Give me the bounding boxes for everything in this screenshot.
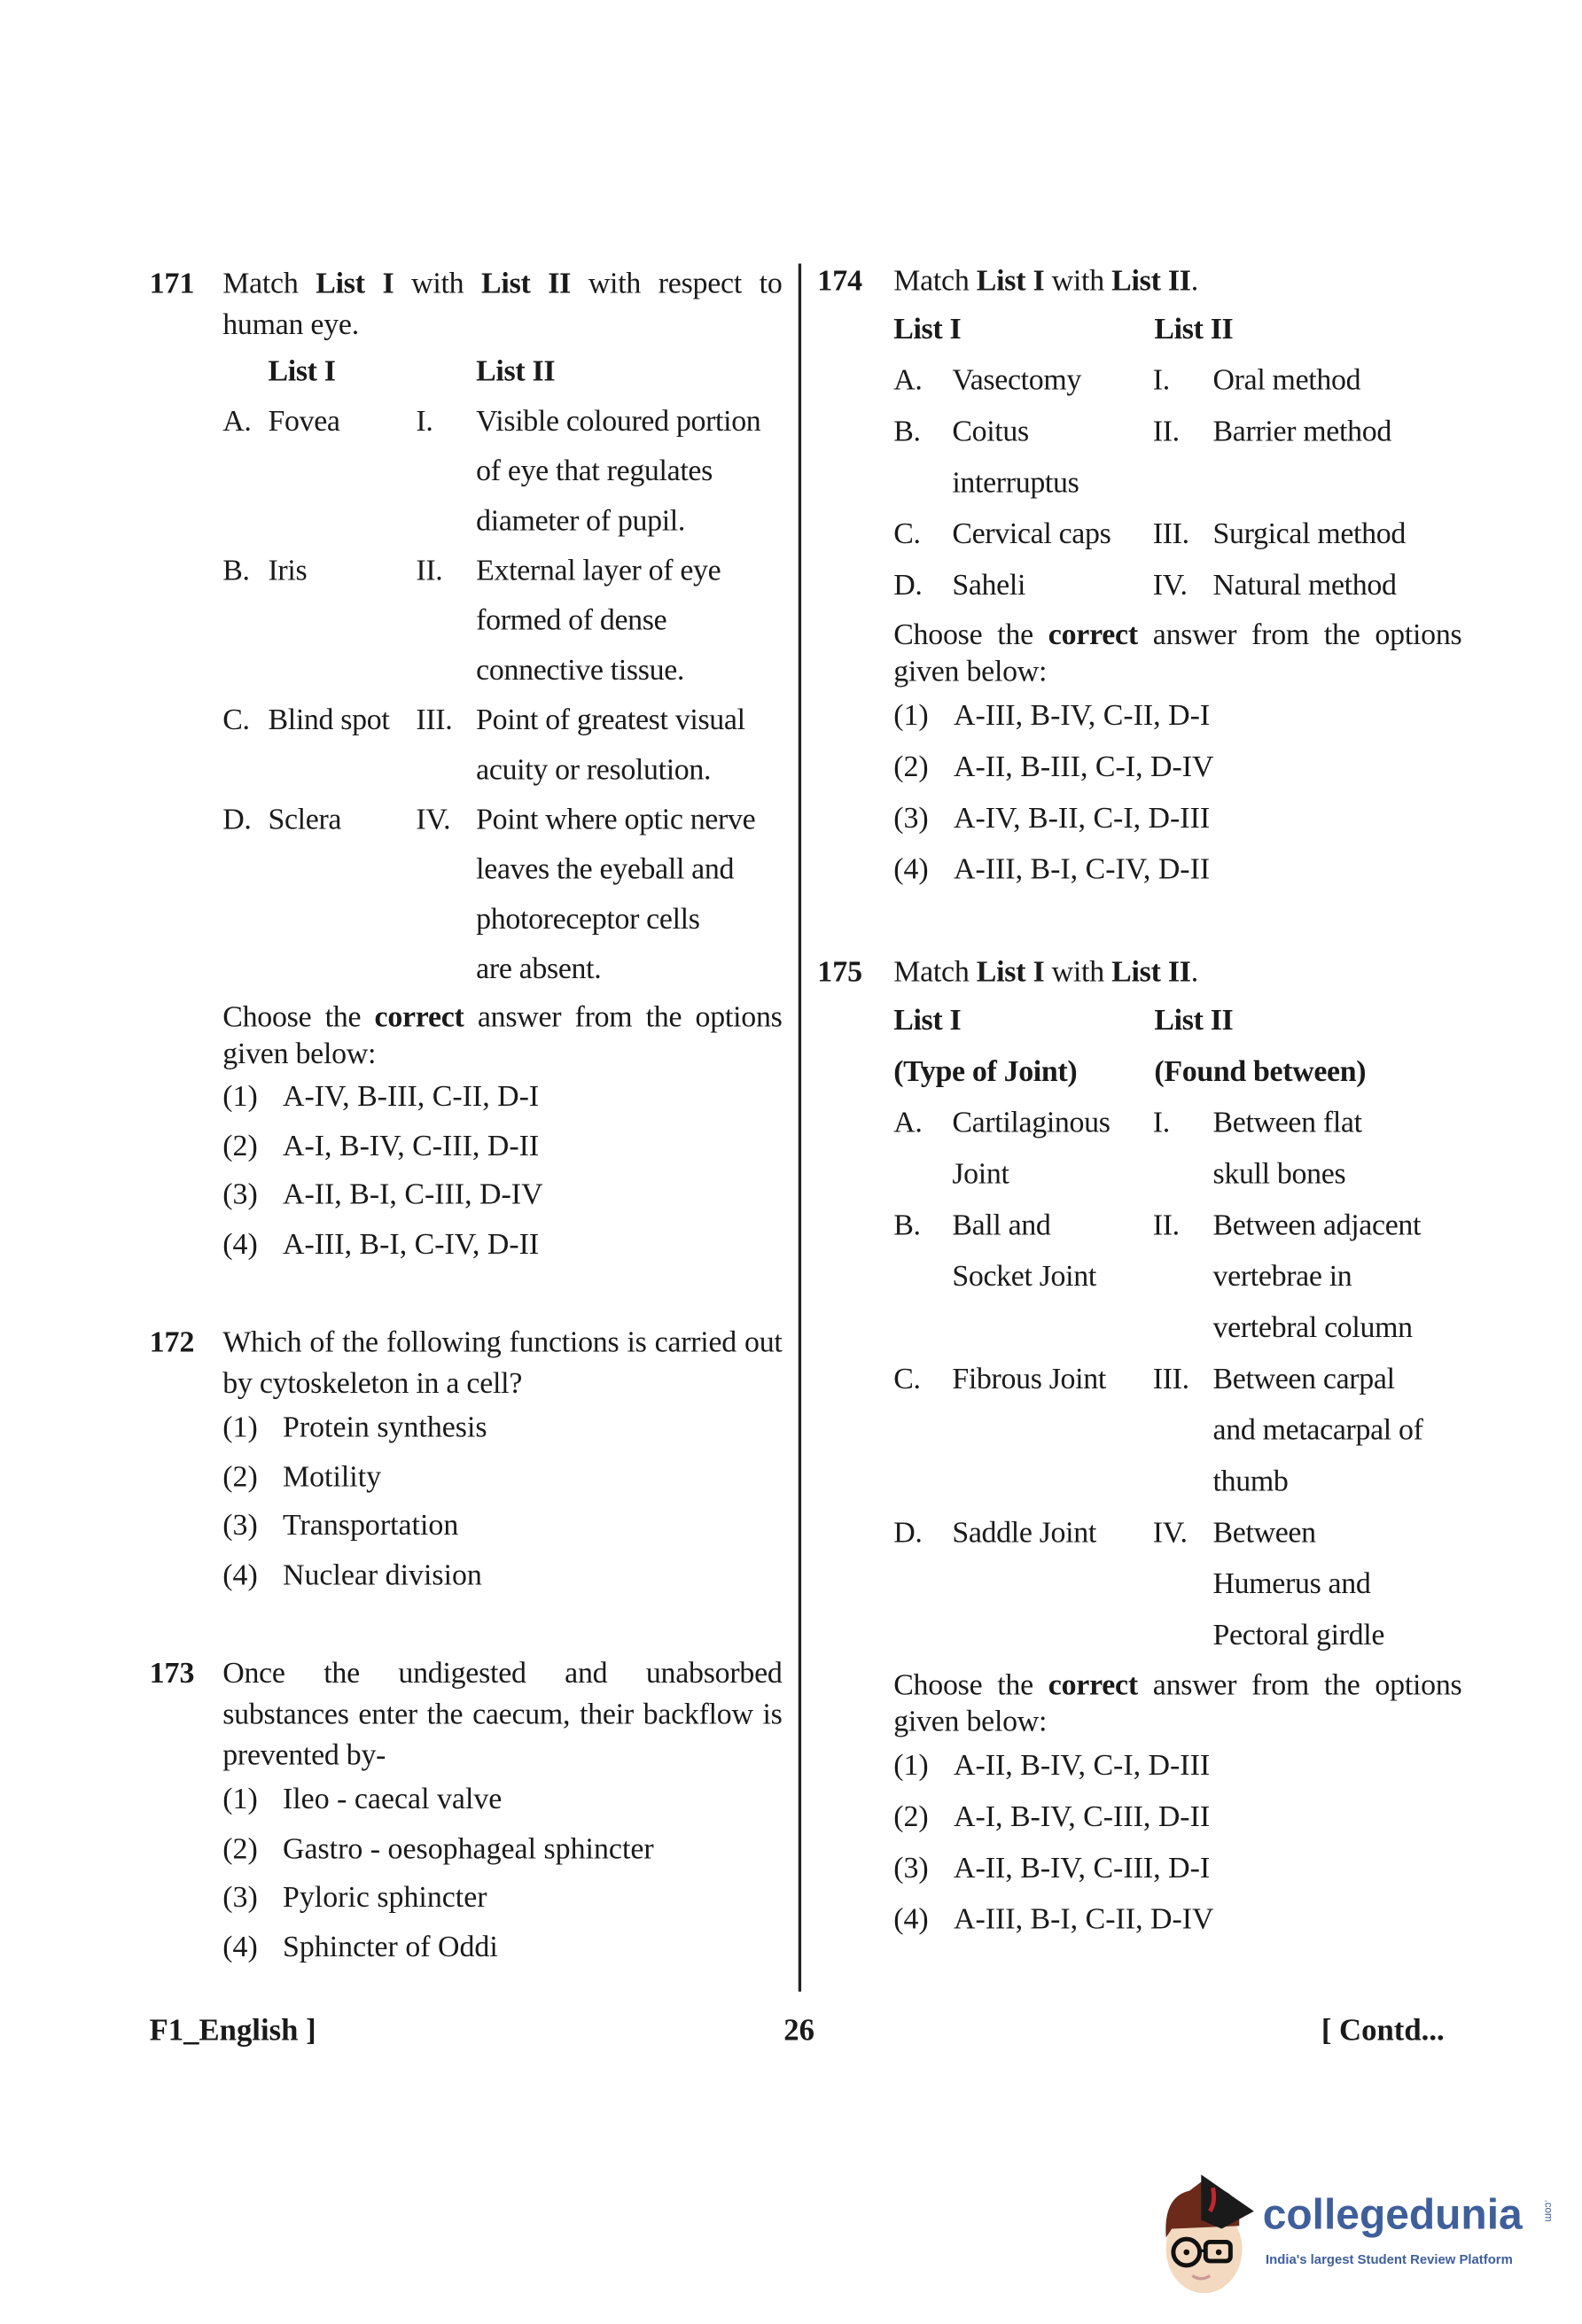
list-1-header: List I	[893, 313, 962, 346]
column-divider	[799, 264, 801, 1992]
option-text: A-IV, B-III, C-II, D-I	[282, 1080, 540, 1114]
row-desc: Barrier method	[1212, 416, 1391, 448]
question-number: 172	[149, 1326, 195, 1359]
answer-option[interactable]	[222, 1221, 782, 1270]
list-1-header: List I	[268, 355, 336, 388]
choose-text: correct	[374, 1001, 464, 1034]
row-letter: D.	[893, 569, 923, 602]
stem-text: List I	[976, 956, 1045, 989]
option-number: (1)	[222, 1080, 258, 1114]
stem-text: Match	[222, 268, 316, 300]
row-roman: IV.	[1152, 569, 1188, 602]
answer-option[interactable]	[222, 1503, 782, 1551]
row-roman: III.	[1152, 1363, 1189, 1396]
row-item: Fibrous Joint	[952, 1363, 1106, 1396]
stem-text: List I	[316, 268, 394, 300]
option-text: Protein synthesis	[282, 1411, 487, 1444]
option-number: (4)	[222, 1227, 258, 1261]
option-text: Pyloric sphincter	[282, 1881, 487, 1915]
option-text: Gastro - oesophageal sphincter	[282, 1832, 654, 1865]
option-number: (1)	[893, 700, 929, 733]
match-row	[893, 1201, 1461, 1355]
match-row	[222, 546, 782, 696]
question-174	[817, 260, 1461, 896]
choose-text: correct	[1048, 1669, 1138, 1702]
stem-text: List II	[1111, 956, 1191, 989]
answer-option[interactable]	[893, 742, 1461, 794]
answer-option[interactable]	[222, 1074, 782, 1123]
row-item: Fovea	[268, 405, 340, 439]
answer-option[interactable]	[893, 794, 1461, 845]
question-body	[222, 1653, 782, 1972]
row-desc: Between Humerus and Pectoral girdle	[1212, 1517, 1385, 1652]
choose-text: Choose the	[893, 619, 1048, 652]
option-text: Sphincter of Oddi	[282, 1931, 498, 1963]
option-number: (3)	[222, 1510, 258, 1543]
row-desc: Natural method	[1212, 569, 1397, 602]
student-mascot-icon	[1157, 2167, 1260, 2299]
option-number: (3)	[893, 802, 929, 836]
row-roman: I.	[1152, 1107, 1170, 1139]
row-desc: Between adjacent vertebrae in vertebral column	[1212, 1209, 1422, 1345]
row-roman: I.	[1152, 364, 1170, 397]
stem-text: Match	[893, 956, 977, 989]
choose-text: answer from the options given below:	[893, 619, 1462, 688]
row-desc: Between flat skull bones	[1212, 1107, 1362, 1191]
row-item: Cervical caps	[952, 518, 1111, 551]
row-roman: II.	[416, 555, 443, 587]
stem-text: with	[1044, 956, 1112, 989]
choose-text: Choose the	[893, 1669, 1048, 1702]
match-row	[222, 795, 782, 994]
row-letter: C.	[893, 518, 921, 551]
answer-option[interactable]	[222, 1404, 782, 1453]
question-number: 173	[149, 1657, 195, 1691]
question-stem	[893, 260, 1461, 301]
option-text: A-II, B-I, C-III, D-IV	[282, 1178, 543, 1211]
list-2-header: List II	[476, 355, 556, 388]
logo-suffix: .com	[1542, 2199, 1553, 2222]
answer-option[interactable]	[222, 1875, 782, 1924]
answer-option[interactable]	[222, 1924, 782, 1972]
list-2-header: List II	[1154, 313, 1234, 346]
option-text: A-I, B-IV, C-III, D-II	[282, 1130, 540, 1162]
logo-tagline: India's largest Student Review Platform	[1266, 2252, 1513, 2267]
row-item: Vasectomy	[952, 364, 1082, 397]
option-text: A-II, B-III, C-I, D-IV	[953, 750, 1214, 784]
row-item: Sclera	[268, 804, 342, 836]
row-letter: A.	[893, 364, 923, 397]
footer-contd: [ Contd...	[1321, 2011, 1445, 2048]
stem-text: with	[1044, 265, 1112, 298]
spacer	[222, 347, 268, 397]
choose-text: answer from the options given below:	[893, 1669, 1462, 1738]
option-number: (2)	[222, 1832, 258, 1865]
list-2-header: List II (Found between)	[1154, 1004, 1367, 1089]
option-number: (1)	[222, 1784, 258, 1816]
option-number: (4)	[222, 1558, 258, 1591]
stem-text: .	[1190, 956, 1198, 989]
footer-paper-code: F1_English ]	[149, 2011, 316, 2048]
option-number: (2)	[893, 1800, 929, 1834]
answer-option[interactable]	[893, 1895, 1461, 1947]
question-stem	[222, 1322, 782, 1404]
row-roman: III.	[416, 703, 453, 737]
answer-option[interactable]	[893, 845, 1461, 897]
option-number: (1)	[222, 1411, 258, 1444]
answer-option[interactable]	[222, 1453, 782, 1502]
stem-text: with	[394, 268, 482, 300]
row-roman: IV.	[416, 804, 451, 836]
choose-text: answer from the options given below:	[222, 1001, 783, 1071]
question-number: 175	[817, 956, 863, 989]
left-column	[150, 264, 783, 1973]
list-headers	[893, 996, 1461, 1099]
row-roman: IV.	[1152, 1517, 1188, 1550]
row-roman: III.	[1152, 518, 1189, 551]
question-173	[150, 1653, 783, 1972]
question-body	[893, 952, 1461, 1946]
row-item: Coitus interruptus	[952, 416, 1079, 500]
question-number: 171	[149, 268, 195, 300]
question-175	[817, 952, 1461, 1946]
answer-option[interactable]	[222, 1171, 782, 1220]
option-text: A-III, B-I, C-IV, D-II	[953, 853, 1211, 886]
stem-text: Match	[893, 265, 977, 298]
collegedunia-logo	[1157, 2167, 1568, 2299]
question-number: 174	[817, 265, 863, 298]
match-row	[893, 1355, 1461, 1509]
row-desc: External layer of eye formed of dense connective tissue.	[476, 555, 721, 688]
row-desc: Surgical method	[1212, 518, 1406, 551]
match-row	[893, 1508, 1461, 1662]
row-roman: I.	[416, 405, 433, 439]
match-row	[893, 407, 1461, 509]
option-text: Transportation	[282, 1510, 459, 1543]
match-row	[222, 696, 782, 795]
stem-text: List II	[1111, 265, 1191, 298]
answer-option[interactable]	[893, 691, 1461, 742]
option-number: (4)	[222, 1931, 258, 1963]
question-stem	[222, 264, 782, 346]
row-desc: Visible coloured portion of eye that regulates diameter of pupil.	[476, 405, 761, 538]
option-text: A-II, B-IV, C-III, D-I	[953, 1852, 1211, 1885]
row-desc: Oral method	[1212, 364, 1361, 397]
choose-instruction	[893, 1668, 1461, 1742]
row-desc: Point of greatest visual acuity or resolution.	[476, 703, 745, 787]
match-row	[222, 397, 782, 547]
option-text: A-III, B-I, C-IV, D-II	[282, 1227, 540, 1261]
row-item: Cartilaginous Joint	[952, 1107, 1111, 1191]
choose-instruction	[893, 618, 1461, 691]
footer-page-number: 26	[783, 2011, 814, 2048]
option-number: (3)	[893, 1852, 929, 1885]
question-172	[150, 1322, 783, 1600]
option-number: (2)	[222, 1130, 258, 1162]
logo-wordmark: collegedunia	[1262, 2192, 1523, 2240]
stem-text: Once the undigested and unabsorbed substances enter the caecum, their backflow is prevented by-	[222, 1657, 783, 1772]
option-text: Motility	[282, 1460, 382, 1494]
row-letter: B.	[893, 1209, 921, 1242]
row-desc: Point where optic nerve leaves the eyeball and photoreceptor cells are absent.	[476, 804, 756, 986]
answer-option[interactable]	[893, 1792, 1461, 1844]
option-text: A-II, B-IV, C-I, D-III	[953, 1750, 1211, 1783]
row-letter: C.	[222, 703, 250, 737]
match-row	[893, 356, 1461, 408]
option-text: A-III, B-IV, C-II, D-I	[953, 700, 1211, 733]
match-row	[893, 561, 1461, 612]
row-letter: B.	[222, 555, 250, 587]
choose-text: correct	[1048, 619, 1138, 652]
match-row	[893, 509, 1461, 561]
option-number: (4)	[893, 1903, 929, 1937]
answer-option[interactable]	[893, 1741, 1461, 1792]
option-number: (3)	[222, 1178, 258, 1211]
row-letter: A.	[893, 1107, 923, 1139]
option-text: Ileo - caecal valve	[282, 1784, 503, 1816]
stem-text: with respect to human eye.	[222, 268, 783, 342]
row-letter: A.	[222, 405, 252, 439]
stem-text: List II	[481, 268, 572, 300]
answer-option[interactable]	[222, 1776, 782, 1825]
row-desc: Between carpal and metacarpal of thumb	[1212, 1363, 1423, 1498]
question-body	[893, 260, 1461, 896]
option-text: Nuclear division	[282, 1558, 482, 1591]
match-row	[893, 1099, 1461, 1201]
question-body	[222, 264, 782, 1270]
question-body	[222, 1322, 782, 1600]
list-headers	[222, 347, 782, 397]
option-text: A-I, B-IV, C-III, D-II	[953, 1800, 1211, 1834]
answer-option[interactable]	[222, 1123, 782, 1171]
stem-text: List I	[976, 265, 1045, 298]
option-number: (2)	[893, 750, 929, 784]
row-letter: B.	[893, 416, 921, 448]
question-171	[150, 264, 783, 1270]
option-text: A-III, B-I, C-II, D-IV	[953, 1903, 1214, 1937]
choose-text: Choose the	[222, 1001, 375, 1034]
row-item: Blind spot	[268, 703, 390, 737]
choose-instruction	[222, 1000, 782, 1074]
list-headers	[893, 305, 1461, 356]
row-letter: C.	[893, 1363, 921, 1396]
row-roman: II.	[1152, 1209, 1180, 1242]
stem-text: Which of the following functions is carried out by cytoskeleton in a cell?	[222, 1326, 783, 1401]
answer-option[interactable]	[222, 1825, 782, 1874]
row-item: Saddle Joint	[952, 1517, 1096, 1550]
row-item: Saheli	[952, 569, 1026, 602]
row-roman: II.	[1152, 416, 1180, 448]
question-stem	[893, 952, 1461, 992]
question-stem	[222, 1653, 782, 1776]
option-number: (1)	[893, 1750, 929, 1783]
answer-option[interactable]	[893, 1844, 1461, 1895]
option-number: (4)	[893, 853, 929, 886]
stem-text: .	[1190, 265, 1198, 298]
row-item: Ball and Socket Joint	[952, 1209, 1096, 1294]
option-number: (2)	[222, 1460, 258, 1494]
option-text: A-IV, B-II, C-I, D-III	[953, 802, 1211, 836]
option-number: (3)	[222, 1881, 258, 1915]
row-letter: D.	[222, 804, 252, 836]
answer-option[interactable]	[222, 1551, 782, 1600]
right-column	[817, 260, 1461, 1946]
row-letter: D.	[893, 1517, 923, 1550]
row-item: Iris	[268, 555, 308, 587]
list-1-header: List I (Type of Joint)	[893, 1004, 1078, 1089]
